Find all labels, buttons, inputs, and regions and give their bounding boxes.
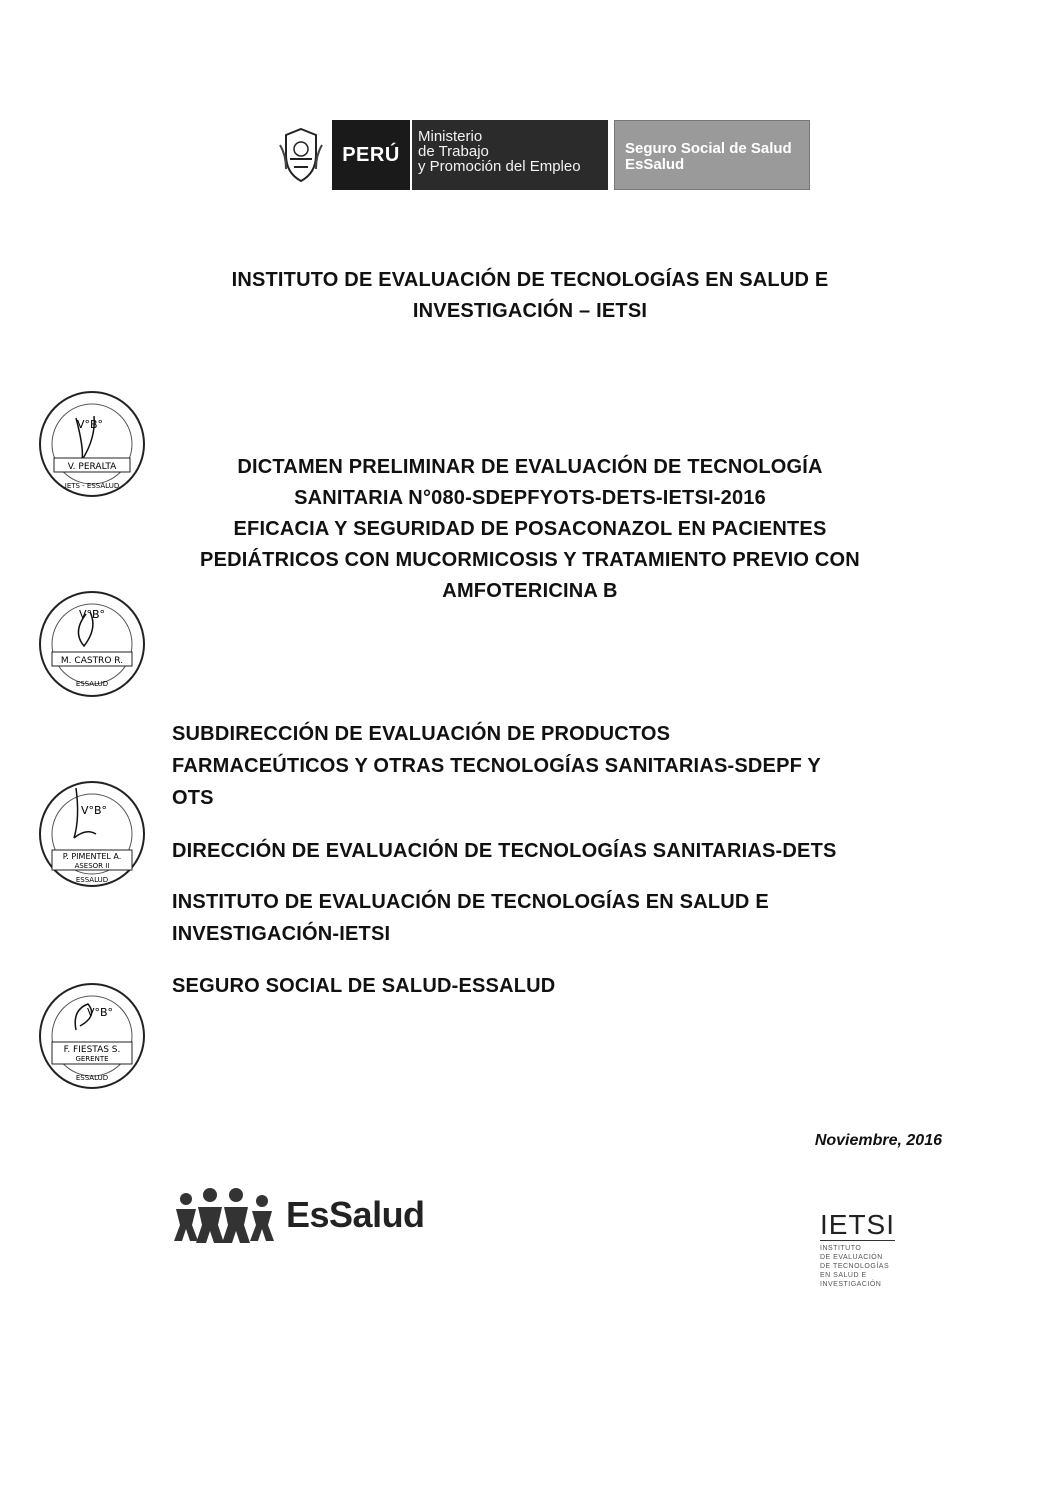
seal-name: M. CASTRO R. <box>60 656 124 666</box>
direccion-text: DIRECCIÓN DE EVALUACIÓN DE TECNOLOGÍAS SANITARIAS-DETS <box>172 840 837 862</box>
org-line: FARMACEÚTICOS Y OTRAS TECNOLOGÍAS SANITARIAS-SDEPF Y <box>172 755 821 777</box>
dictamen-line: SANITARIA N°080-SDEPFYOTS-DETS-IETSI-2016 <box>294 487 766 509</box>
org-line: INVESTIGACIÓN-IETSI <box>172 923 391 945</box>
seal-name: P. PIMENTEL A. <box>62 852 122 861</box>
document-date: Noviembre, 2016 <box>814 1132 942 1149</box>
seal-footer: ESSALUD <box>75 876 109 884</box>
essalud-logo-text: EsSalud <box>286 1194 425 1235</box>
ietsi-logo <box>820 1210 930 1300</box>
essalud-header-line: EsSalud <box>625 156 685 173</box>
ietsi-logo-text: IETSI <box>820 1209 896 1240</box>
ietsi-subtitle-line: EN SALUD E <box>820 1272 867 1279</box>
coat-of-arms-icon <box>270 120 332 190</box>
dictamen-line: AMFOTERICINA B <box>442 580 618 602</box>
seal-vb: V°B° <box>76 418 104 431</box>
ietsi-subtitle-line: DE TECNOLOGÍAS <box>820 1263 890 1270</box>
ietsi-subtitle-line: INVESTIGACIÓN <box>820 1281 882 1288</box>
ministry-line: de Trabajo <box>418 143 489 160</box>
subdireccion-text <box>172 718 932 814</box>
dictamen-title <box>140 452 920 607</box>
essalud-header-label <box>614 120 810 190</box>
institute-title-line: INSTITUTO DE EVALUACIÓN DE TECNOLOGÍAS EN SALUD E <box>231 269 829 291</box>
org-line: INSTITUTO DE EVALUACIÓN DE TECNOLOGÍAS EN SALUD E <box>172 891 769 913</box>
dictamen-line: DICTAMEN PRELIMINAR DE EVALUACIÓN DE TECNOLOGÍA <box>237 456 823 478</box>
ietsi-subtitle-line: DE EVALUACIÓN <box>820 1254 883 1261</box>
org-line: SUBDIRECCIÓN DE EVALUACIÓN DE PRODUCTOS <box>172 723 671 745</box>
seal-role: ASESOR II <box>74 862 110 870</box>
seal-footer: ESSALUD <box>75 1074 109 1082</box>
approval-seal <box>36 778 148 890</box>
ministry-line: y Promoción del Empleo <box>418 158 581 175</box>
header-banner <box>270 120 818 190</box>
essalud-logo <box>172 1180 462 1250</box>
dictamen-line: EFICACIA Y SEGURIDAD DE POSACONAZOL EN PACIENTES <box>233 518 827 540</box>
approval-seal <box>36 588 148 700</box>
ietsi-subtitle-line: INSTITUTO <box>820 1245 862 1252</box>
ministry-label <box>410 120 608 190</box>
seal-role: GERENTE <box>75 1055 109 1063</box>
seal-footer: ESSALUD <box>75 680 109 688</box>
peru-label: PERÚ <box>332 120 410 190</box>
institute-title <box>140 265 920 327</box>
org-line: OTS <box>172 787 214 809</box>
essalud-header-line: Seguro Social de Salud <box>625 140 792 157</box>
ministry-line: Ministerio <box>418 128 483 145</box>
approval-seal <box>36 980 148 1092</box>
seal-vb: V°B° <box>78 608 106 621</box>
dictamen-line: PEDIÁTRICOS CON MUCORMICOSIS Y TRATAMIENTO PREVIO CON <box>200 549 860 571</box>
ietsi-subtitle <box>820 1244 930 1289</box>
institute-title-line: INVESTIGACIÓN – IETSI <box>412 300 648 322</box>
seal-vb: V°B° <box>80 804 108 817</box>
family-icon <box>172 1185 282 1245</box>
seal-vb: V°B° <box>86 1006 114 1019</box>
seal-name: F. FIESTAS S. <box>63 1045 121 1055</box>
seguro-text: SEGURO SOCIAL DE SALUD-ESSALUD <box>172 975 556 997</box>
instituto-text <box>172 886 932 950</box>
seal-name: V. PERALTA <box>67 462 117 472</box>
seal-footer: IETS - ESSALUD <box>64 482 120 490</box>
approval-seal <box>36 388 148 500</box>
